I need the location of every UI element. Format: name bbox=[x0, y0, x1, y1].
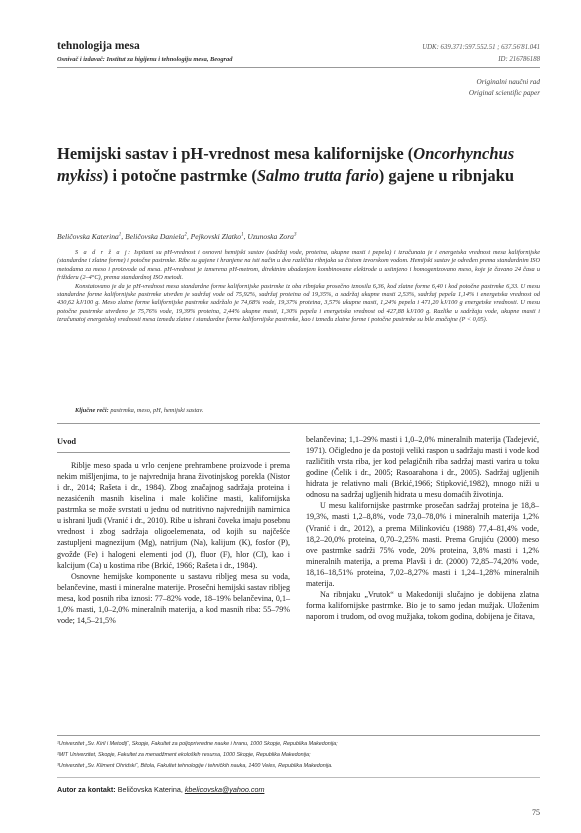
abstract-divider bbox=[57, 423, 540, 424]
section-heading-underline bbox=[57, 452, 290, 453]
title-part-1: Hemijski sastav i pH-vrednost mesa kalifornijske ( bbox=[57, 144, 414, 163]
author-affiliation-mark: 2 bbox=[184, 232, 187, 238]
paper-type-english: Original scientific paper bbox=[468, 89, 540, 97]
abstract bbox=[57, 249, 540, 325]
id-code: ID: 216786188 bbox=[498, 56, 540, 63]
title-part-3: ) gajene u ribnjaku bbox=[378, 166, 515, 185]
paper-type-local: Originalni naučni rad bbox=[476, 78, 540, 86]
paper-title bbox=[57, 143, 545, 187]
contact-email-link[interactable]: kbelicovska@yahoo.com bbox=[184, 785, 265, 794]
body-column-right bbox=[306, 434, 539, 622]
author-name: Beličovska Daniela bbox=[125, 232, 185, 241]
footnote-divider bbox=[57, 735, 540, 736]
footnote-affiliation-2: ²MIT Univerzitet, Skopje, Fakultet za menadžment ekoloških resursa, 1000 Skopje, Republika Makedonija; bbox=[57, 752, 311, 758]
contact-label: Autor za kontakt: bbox=[57, 785, 116, 794]
body-paragraph: Riblje meso spada u vrlo cenjene prehrambene proizvode i prema nekim mišljenjima, to je najvrednija hrana životinjskog porekla (Nistor i dr., 2014; Rašeta i dr., 1984). Zbog značajnog sadržaja proteina i nezasićenih masnih kiselina i male količine masti, kalifornijska pastrmka se može svrstati u jednu od nutritivno najvrednijih namirnica u ishrani ljudi (Vranić i dr., 2010). Ribe u ishrani čoveka imaju posebnu vrednost i zbog sadržaja oligoelemenata, od kojih su najčešće zastupljeni magnezijum (Mg), natrijum (Na), kalijum (K), fosfor (P), gvožđe (Fe) i halogeni elementi jod (J), fluor (F), hlor (Cl), kao i kalcijum (Ca) u kostima ribe (Brkić, 1966; Rašeta i dr., 1984). bbox=[57, 461, 290, 570]
keywords-label: Ključne reči: bbox=[75, 407, 109, 414]
footnote-affiliation-1: ¹Univerzitet „Sv. Kiril i Metodij“, Skopje, Fakultet za poljoprivredne nauke i hranu, 1000 Skopje, Republika Makedonija; bbox=[57, 741, 338, 747]
contact-name: Beličovska Katerina, bbox=[117, 785, 183, 794]
journal-title: tehnologija mesa bbox=[57, 40, 140, 52]
keywords-text: pastrmka, meso, pH, hemijski sastav. bbox=[110, 407, 204, 414]
author-name: Beličovska Katerina bbox=[57, 232, 119, 241]
header-divider bbox=[57, 67, 540, 68]
author-name: Pejkovski Zlatko bbox=[190, 232, 242, 241]
contact-author bbox=[57, 785, 264, 794]
body-paragraph: belančevina; 1,1–29% masti i 1,0–2,0% mineralnih materija (Tadejević, 1971). Očigledno je da postoji veliki raspon u sadržaju masti i vode kod različitih vrsta riba, jer kod pelagičnih riba sadržaj masti varira u toku godine (Čelik i dr., 2005; Rasoarahona i dr., 2005). Sadržaj ugljenih hidrata je relativno mali (Brkić,1966; Stipković,1982), mnogo niži u odnosu na sadržaj ugljenih hidrata u mesu domaćih životinja. bbox=[306, 435, 539, 500]
author-affiliation-mark: 1 bbox=[241, 232, 244, 238]
abstract-label: S a d r ž a j: bbox=[75, 249, 132, 256]
body-paragraph: Na ribnjaku „Vrutok“ u Makedoniji slučajno je dobijena zlatna forma kalifornijske pastrmke. Bio je to samo jedan mužjak. Uloženim naporom i trudom, od ovog mužjaka, tokom godina, dobijena je čitava, bbox=[306, 589, 539, 621]
section-heading-uvod: Uvod bbox=[57, 437, 77, 446]
author-list: Beličovska Katerina$^1$, Beličovska Daniela$^2$, Pejkovski Zlatko$^1$, Uzunoska Zora$^3$ bbox=[57, 232, 297, 241]
author-name: Uzunoska Zora bbox=[247, 232, 294, 241]
title-species-1: Oncorhynchus mykiss bbox=[57, 144, 515, 185]
page-number: 75 bbox=[532, 808, 540, 817]
abstract-paragraph: Konstatovano je da je pH-vrednost mesa standardne forme kalifornijske pastrmke iz oba ribnjaka prosečno iznosila 6,36, kod zlatne forme 6,40 i kod potočne pastrmke 6,33. U mesu standardne forme kalifornijske pastrmke utvrđen je sadržaj vode od 75,92%, sadržaj proteina od 19,35%, a sadržaj ukupne masti 2,53%, sadržaj pepela 1,14% i energetska vrednost od 430,62 kJ/100 g. Meso zlatne forme kalifornijske pastrmke sadržalo je 74,68% vode, 19,37% proteina, 3,57% ukupne masti, 1,24% pepela i 471,20 kJ/100 g energetske vrednosti. U mesu potočne pastrmke utvrđeno je 75,76% vode, 19,39% proteina, 2,44% ukupne masti, 1,30% pepela i energetska vrednost od 427,88 kJ/100 g. Razlike u sadržaju vode, ukupne masti i izračunatoj energetskoj vrednosti mesa između zlatne i standardne forme kalifornijske pastrmke, kao i između zlatne forme i potočne pastrmke su bile značajne (P < 0,05). bbox=[57, 282, 540, 324]
author-affiliation-mark: 3 bbox=[293, 232, 297, 238]
title-part-2: ) i potočne pastrmke ( bbox=[102, 166, 257, 185]
abstract-paragraph bbox=[57, 249, 540, 283]
body-paragraph: Osnovne hemijske komponente u sastavu ribljeg mesa su voda, belančevine, masti i mineralne materije. Prosečni hemijski sastav ribljeg mesa, kod posnih riba iznosi: 77–82% vode, 18–19% belančevina, 0,1–1,0% masti, 1,0–2,0% mineralnih materija, a kod masnih riba: 55–79% vode; 14,5–21,5% bbox=[57, 571, 290, 625]
body-paragraph: U mesu kalifornijske pastrmke prosečan sadržaj proteina je 18,8–19,3%, masti 1,2–8,8%, vode 73,0–78,0% i mineralnih materija 1,2% (Vranić i dr., 2012), a prema Milinkoviću (1988) 77,4–81,4% vode, 18,2–20,0% proteina, 0,70–2,25% masti. Prema Grujiću (2000) meso ove pastrmke sadrži 75% vode, 20% proteina, 3,8% masti i 1,2% mineralnih materija, a prema Plavši i dr. (2000) 72,85–74,20% vode, 18,16–18,51% proteina, 7,02–8,27% masti i 1,24–1,28% mineralnih materija. bbox=[306, 501, 539, 588]
title-species-2: Salmo trutta fario bbox=[256, 166, 379, 185]
journal-publisher: Osnivač i izdavač: Institut za higijenu i tehnologiju mesa, Beograd bbox=[57, 56, 233, 63]
udk-code: UDK: 639.371:597.552.51 ; 637.56'81.041 bbox=[422, 44, 540, 51]
body-column-left bbox=[57, 460, 290, 626]
contact-divider bbox=[57, 777, 540, 778]
keywords bbox=[75, 407, 203, 414]
footnote-affiliation-3: ³Univerzitet „Sv. Kliment Ohridski“, Bitola, Fakultet tehnologije i tehničkih nauka, 1400 Veles, Republika Makedonija. bbox=[57, 763, 333, 769]
author-affiliation-mark: 1 bbox=[118, 232, 122, 238]
abstract-text: Ispitani su pH-vrednost i osnovni hemijski sastav (sadržaj vode, proteina, ukupne masti i pepela) i izračunata je i energetska vrednost mesa kalifornijske (standardne i zlatne forme) i potočne pastrmke. Ribe su gajene i hranjene na isti način u dva različita ribnjaka sa čistom izvorskom vodom. Hemijski sastav je određen prema standardnim ISO metodama za meso i proizvode od mesa. pH-vrednost je izmerena pH-metrom, direktnim ubadanjem kombinovane elektrode u usitnjeno i homogenizovano meso, koje je čuvano 24 časa u frižideru (2–4°C), prema standardnoj ISO metodi. bbox=[57, 249, 541, 282]
